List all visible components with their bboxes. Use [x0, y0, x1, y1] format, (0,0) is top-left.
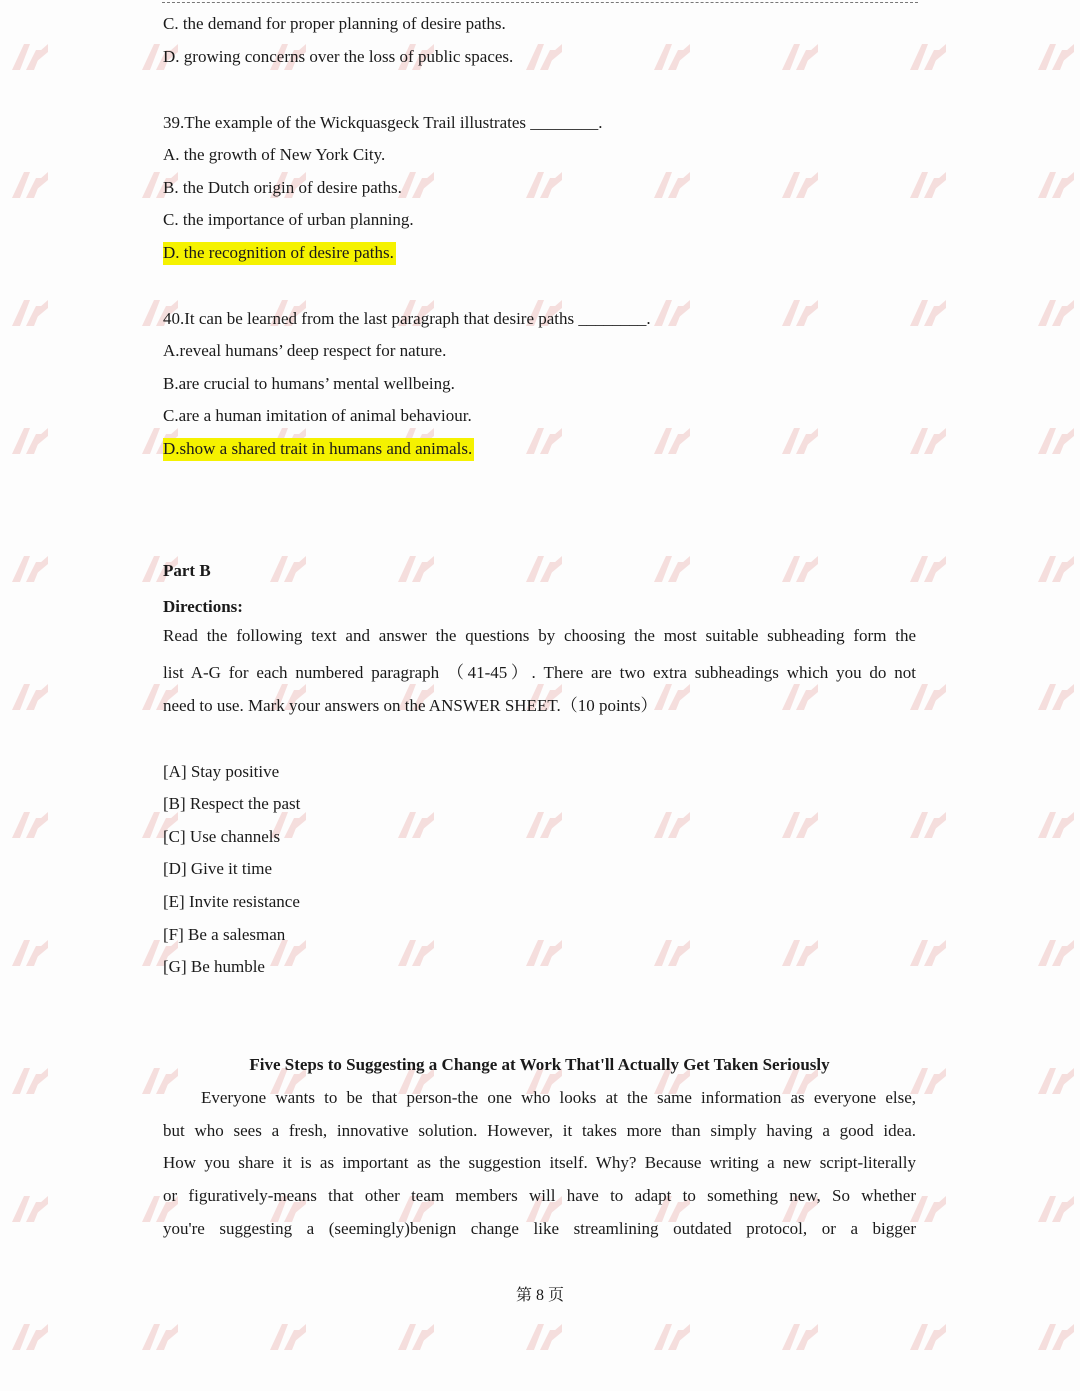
watermark-logo-icon	[524, 808, 564, 847]
watermark-logo-icon	[1036, 552, 1076, 591]
subheading-option-d: [D] Give it time	[163, 859, 273, 878]
watermark-logo-icon	[10, 808, 50, 847]
watermark-logo-icon	[396, 552, 436, 591]
watermark-logo-icon	[1036, 808, 1076, 847]
watermark-logo-icon	[396, 936, 436, 975]
watermark-logo-icon	[524, 552, 564, 591]
watermark-logo-icon	[524, 40, 564, 79]
watermark-logo-icon	[524, 1320, 564, 1359]
watermark-logo-icon	[10, 168, 50, 207]
watermark-logo-icon	[908, 168, 948, 207]
watermark-logo-icon	[1036, 1064, 1076, 1103]
watermark-logo-icon	[396, 168, 436, 207]
watermark-logo-icon	[780, 296, 820, 335]
subheading-option-b: [B] Respect the past	[163, 794, 301, 813]
watermark-logo-icon	[1036, 936, 1076, 975]
article-line-4: or figuratively-means that other team members will have to adapt to something new, So whether	[163, 1186, 916, 1205]
watermark-logo-icon	[1036, 680, 1076, 719]
watermark-logo-icon	[908, 936, 948, 975]
q40-option-d-answer	[163, 438, 474, 460]
subheading-option-c: [C] Use channels	[163, 827, 281, 846]
answer-highlight: D. the recognition of desire paths.	[163, 242, 396, 265]
watermark-logo-icon	[10, 936, 50, 975]
watermark-logo-icon	[1036, 1320, 1076, 1359]
watermark-logo-icon	[780, 808, 820, 847]
q39-option-c: C. the importance of urban planning.	[163, 210, 414, 229]
watermark-logo-icon	[10, 296, 50, 335]
page-number: 第 8 页	[515, 1287, 564, 1304]
watermark-logo-icon	[652, 40, 692, 79]
watermark-logo-icon	[1036, 168, 1076, 207]
watermark-logo-icon	[396, 1320, 436, 1359]
watermark-logo-icon	[780, 936, 820, 975]
q40-option-b: B.are crucial to humans’ mental wellbeing.	[163, 374, 455, 393]
watermark-logo-icon	[140, 1320, 180, 1359]
q40-stem: 40.It can be learned from the last paragraph that desire paths ________.	[163, 309, 651, 328]
watermark-logo-icon	[10, 1064, 50, 1103]
watermark-logo-icon	[652, 296, 692, 335]
watermark-logo-icon	[524, 936, 564, 975]
article-title: Five Steps to Suggesting a Change at Work That'll Actually Get Taken Seriously	[249, 1055, 830, 1074]
watermark-logo-icon	[908, 424, 948, 463]
q39-option-a: A. the growth of New York City.	[163, 145, 386, 164]
watermark-logo-icon	[780, 424, 820, 463]
subheading-option-a: [A] Stay positive	[163, 762, 280, 781]
watermark-logo-icon	[780, 680, 820, 719]
q38-option-c: C. the demand for proper planning of desire paths.	[163, 14, 506, 33]
watermark-logo-icon	[10, 552, 50, 591]
directions-line-1: Read the following text and answer the questions by choosing the most suitable subheading form the	[163, 626, 916, 645]
watermark-logo-icon	[1036, 296, 1076, 335]
answer-highlight: D.show a shared trait in humans and animals.	[163, 438, 474, 461]
watermark-logo-icon	[908, 552, 948, 591]
watermark-logo-icon	[780, 1320, 820, 1359]
article-line-1: Everyone wants to be that person-the one who looks at the same information as everyone else,	[201, 1088, 916, 1107]
q39-option-d-answer	[163, 242, 396, 264]
subheading-option-e: [E] Invite resistance	[163, 892, 300, 911]
watermark-logo-icon	[780, 168, 820, 207]
subheading-option-g: [G] Be humble	[163, 957, 265, 976]
watermark-logo-icon	[908, 40, 948, 79]
watermark-logo-icon	[652, 424, 692, 463]
watermark-logo-icon	[1036, 1192, 1076, 1231]
watermark-logo-icon	[396, 808, 436, 847]
watermark-logo-icon	[10, 424, 50, 463]
watermark-logo-icon	[780, 40, 820, 79]
watermark-logo-icon	[652, 168, 692, 207]
subheading-option-f: [F] Be a salesman	[163, 925, 286, 944]
watermark-logo-icon	[268, 1320, 308, 1359]
watermark-logo-icon	[1036, 40, 1076, 79]
watermark-logo-icon	[10, 40, 50, 79]
top-dashed-rule	[162, 2, 918, 3]
watermark-logo-icon	[268, 552, 308, 591]
watermark-logo-icon	[652, 680, 692, 719]
watermark-logo-icon	[524, 168, 564, 207]
directions-line-3: need to use. Mark your answers on the ANSWER SHEET.（10 points）	[163, 696, 658, 715]
watermark-logo-icon	[1036, 424, 1076, 463]
watermark-logo-icon	[908, 1320, 948, 1359]
watermark-logo-icon	[652, 552, 692, 591]
watermark-logo-icon	[652, 936, 692, 975]
watermark-logo-icon	[524, 424, 564, 463]
watermark-logo-icon	[10, 1192, 50, 1231]
directions-label: Directions:	[163, 597, 243, 616]
watermark-logo-icon	[10, 1320, 50, 1359]
q40-option-c: C.are a human imitation of animal behaviour.	[163, 406, 472, 425]
q39-option-b: B. the Dutch origin of desire paths.	[163, 178, 402, 197]
article-line-2: but who sees a fresh, innovative solution. However, it takes more than simply having a good idea.	[163, 1121, 916, 1140]
q40-option-a: A.reveal humans’ deep respect for nature.	[163, 341, 447, 360]
q39-stem: 39.The example of the Wickquasgeck Trail illustrates ________.	[163, 113, 603, 132]
watermark-logo-icon	[652, 808, 692, 847]
watermark-logo-icon	[908, 680, 948, 719]
article-line-5: you're suggesting a (seemingly)benign change like streamlining outdated protocol, or a bigger	[163, 1219, 916, 1238]
article-line-3: How you share it is as important as the suggestion itself. Why? Because writing a new script-literally	[163, 1153, 916, 1172]
q38-option-d: D. growing concerns over the loss of public spaces.	[163, 47, 514, 66]
watermark-logo-icon	[908, 296, 948, 335]
watermark-logo-icon	[908, 808, 948, 847]
watermark-logo-icon	[10, 680, 50, 719]
directions-line-2: list A-G for each numbered paragraph （41-45）. There are two extra subheadings which you do not	[163, 663, 916, 682]
watermark-logo-icon	[780, 552, 820, 591]
part-b-heading: Part B	[163, 561, 211, 580]
watermark-logo-icon	[652, 1320, 692, 1359]
